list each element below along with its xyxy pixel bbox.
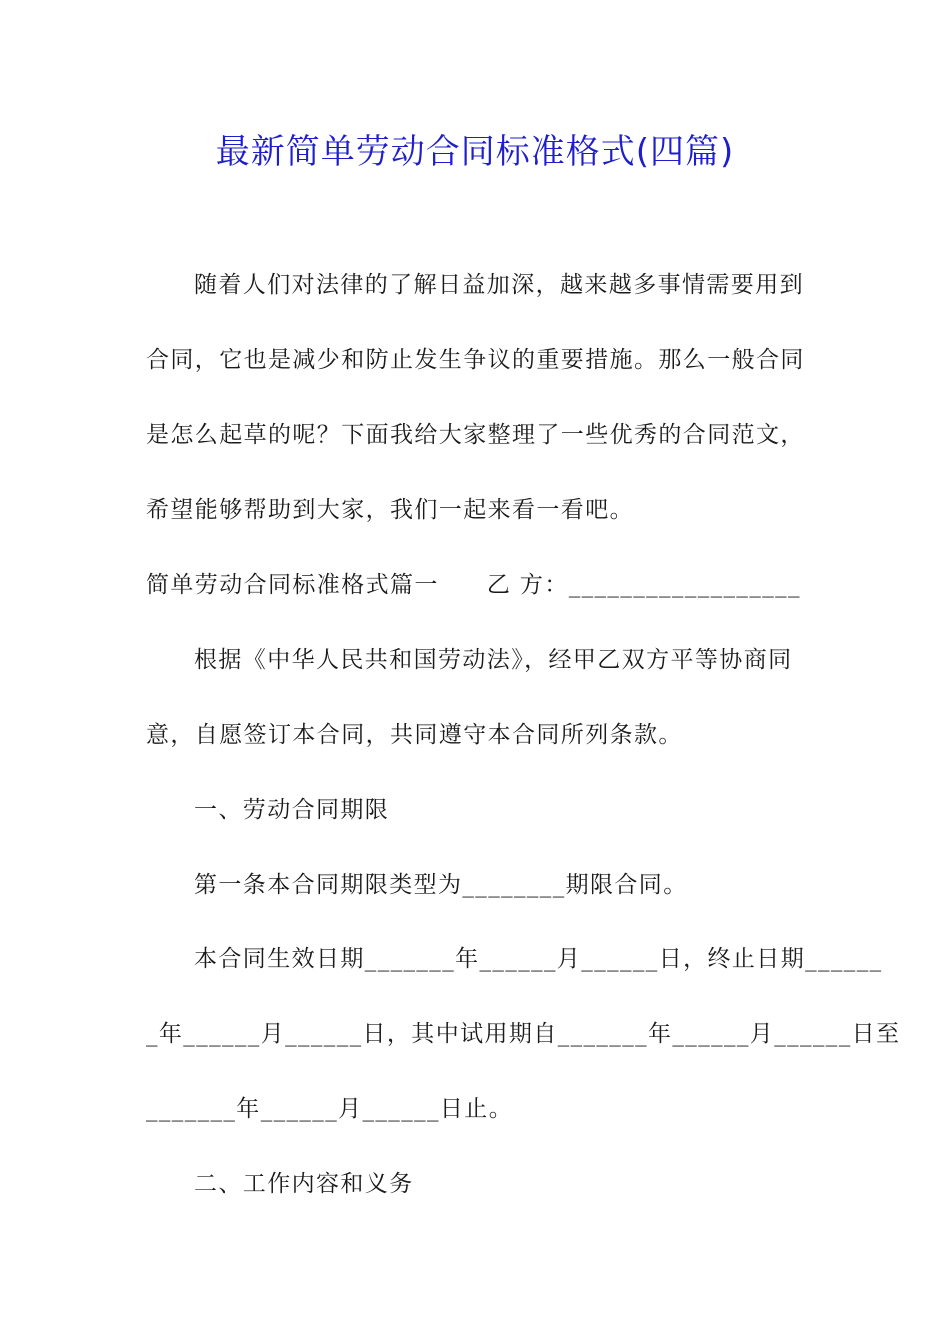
intro-line-3: 是怎么起草的呢？下面我给大家整理了一些优秀的合同范文，: [146, 422, 805, 448]
article-1: 第一条本合同期限类型为________期限合同。: [194, 872, 688, 898]
intro-line-4: 希望能够帮助到大家，我们一起来看一看吧。: [146, 497, 634, 523]
heading-work-content: 二、工作内容和义务: [194, 1171, 414, 1197]
basis-line-2: 意，自愿签订本合同，共同遵守本合同所列条款。: [146, 722, 683, 748]
section-heading-row: [146, 568, 801, 602]
heading-contract-term: 一、劳动合同期限: [194, 797, 390, 823]
section-heading: 简单劳动合同标准格式篇一: [146, 572, 439, 598]
intro-line-1: 随着人们对法律的了解日益加深，越来越多事情需要用到: [194, 272, 804, 298]
dates-line-1: 本合同生效日期_______年______月______日，终止日期______: [194, 946, 883, 972]
intro-line-2: 合同，它也是减少和防止发生争议的重要措施。那么一般合同: [146, 347, 805, 373]
party-b-line: 乙 方：__________________: [486, 572, 801, 598]
basis-line-1: 根据《中华人民共和国劳动法》，经甲乙双方平等协商同: [194, 647, 793, 673]
dates-line-3: _______年______月______日止。: [146, 1096, 514, 1122]
document-title: 最新简单劳动合同标准格式(四篇): [215, 132, 735, 172]
dates-line-2: _年______月______日，其中试用期自_______年______月______日至: [146, 1021, 901, 1047]
